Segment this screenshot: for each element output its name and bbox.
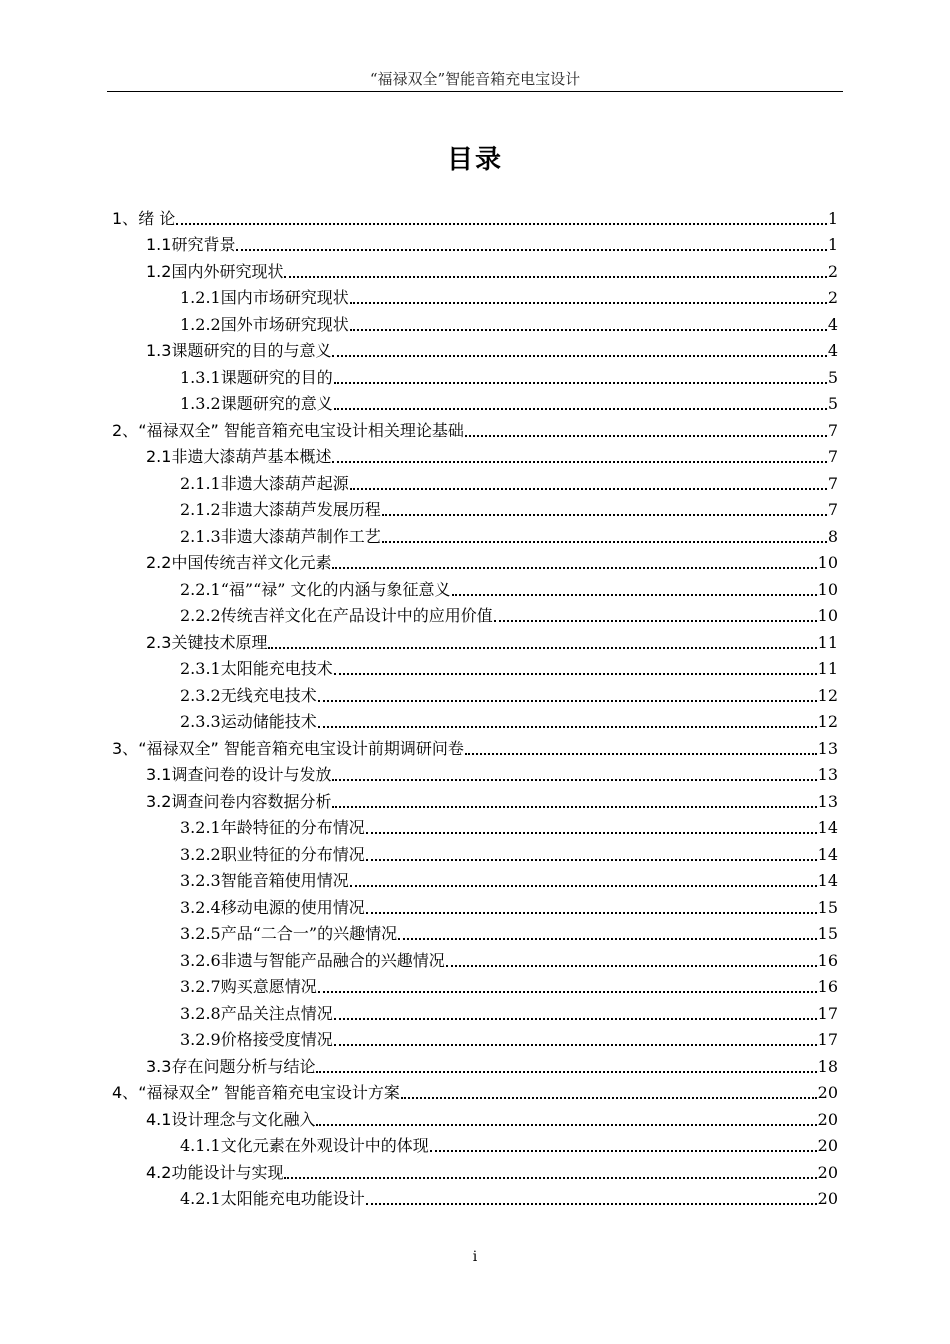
toc-entry-page: 14 <box>817 818 838 837</box>
toc-entry-page: 14 <box>817 844 838 864</box>
toc-entry[interactable] <box>112 415 838 442</box>
toc-dot-leader <box>334 673 817 675</box>
running-header: “福禄双全”智能音箱充电宝设计 <box>369 70 581 88</box>
toc-entry[interactable] <box>112 733 838 760</box>
toc-entry[interactable] <box>112 283 838 310</box>
toc-entry[interactable] <box>112 707 838 734</box>
toc-entry[interactable] <box>112 309 838 336</box>
toc-entry-number: 2.1.1 <box>180 473 221 493</box>
toc-entry-page: 4 <box>827 314 838 334</box>
toc-dot-leader <box>382 541 827 543</box>
toc-entry-label: 年龄特征的分布情况 <box>220 818 365 837</box>
toc-entry-number: 2.2 <box>146 553 172 572</box>
toc-entry-page: 16 <box>817 950 838 970</box>
toc-entry-label: 文化元素在外观设计中的体现 <box>220 1136 429 1155</box>
toc-dot-leader <box>176 223 827 225</box>
toc-entry-page: 1 <box>827 235 838 254</box>
toc-dot-leader <box>430 1150 817 1152</box>
toc-entry-label: 购买意愿情况 <box>220 977 317 996</box>
toc-entry-page: 10 <box>817 606 838 625</box>
toc-entry-number: 4.1.1 <box>180 1136 221 1155</box>
toc-entry-page: 15 <box>817 897 838 917</box>
toc-entry[interactable] <box>112 1104 838 1131</box>
toc-entry[interactable] <box>112 548 838 575</box>
toc-title: 目录 <box>446 145 503 175</box>
toc-entry[interactable] <box>112 495 838 522</box>
toc-entry[interactable] <box>112 1025 838 1052</box>
toc-dot-leader <box>350 488 827 490</box>
toc-dot-leader <box>350 329 827 331</box>
toc-entry-page: 5 <box>827 394 838 413</box>
toc-entry[interactable] <box>112 998 838 1025</box>
toc-entry-number: 4.2 <box>146 1162 172 1182</box>
toc-entry-number: 1.2.1 <box>180 288 221 307</box>
toc-entry-page: 20 <box>817 1083 838 1102</box>
toc-entry-label: 课题研究的目的 <box>220 367 333 387</box>
toc-entry-label: “福禄双全” 智能音箱充电宝设计前期调研问卷 <box>138 738 464 758</box>
toc-entry-page: 15 <box>817 924 838 943</box>
toc-entry-page: 12 <box>817 685 838 705</box>
toc-entry-label: 无线充电技术 <box>220 685 317 705</box>
toc-dot-leader <box>350 885 817 887</box>
toc-entry-page: 20 <box>817 1189 838 1208</box>
toc-entry-number: 2.3.2 <box>180 685 221 705</box>
toc-dot-leader <box>334 1044 817 1046</box>
toc-entry-number: 3.1 <box>146 765 172 784</box>
toc-entry-label: 移动电源的使用情况 <box>220 897 365 917</box>
toc-entry-number: 3.3 <box>146 1056 172 1076</box>
toc-entry-number: 2.2.2 <box>180 606 221 625</box>
toc-entry-number: 4、 <box>112 1083 139 1102</box>
toc-entry[interactable] <box>112 919 838 946</box>
toc-entry[interactable] <box>112 230 838 257</box>
toc-entry-label: 调查问卷的设计与发放 <box>171 765 332 784</box>
toc-entry-number: 1.2 <box>146 261 172 281</box>
toc-entry-label: 功能设计与实现 <box>171 1162 284 1182</box>
toc-entry-number: 1.2.2 <box>180 314 221 334</box>
toc-dot-leader <box>332 806 816 808</box>
toc-entry-page: 16 <box>817 977 838 996</box>
toc-entry-label: 职业特征的分布情况 <box>220 844 365 864</box>
toc-entry[interactable] <box>112 760 838 787</box>
toc-dot-leader <box>268 647 816 649</box>
toc-entry-page: 20 <box>817 1136 838 1155</box>
toc-entry-number: 3、 <box>112 738 139 758</box>
toc-entry[interactable] <box>112 866 838 893</box>
toc-entry-page: 20 <box>817 1162 838 1182</box>
toc-entry-number: 3.2.5 <box>180 924 221 943</box>
toc-entry-page: 7 <box>827 420 838 440</box>
toc-entry-label: 太阳能充电技术 <box>220 659 333 678</box>
toc-entry-label: 关键技术原理 <box>171 632 268 652</box>
toc-entry-label: 产品关注点情况 <box>220 1003 333 1023</box>
toc-entry-label: 价格接受度情况 <box>220 1030 333 1049</box>
toc-entry-label: 运动储能技术 <box>220 712 317 731</box>
toc-dot-leader <box>398 938 817 940</box>
toc-entry-page: 7 <box>827 447 838 466</box>
toc-entry-label: 非遗大漆葫芦基本概述 <box>171 447 332 466</box>
toc-entry-page: 11 <box>817 659 838 678</box>
page-number: i <box>472 1249 478 1265</box>
toc-entry-label: 课题研究的目的与意义 <box>171 341 332 360</box>
toc-dot-leader <box>334 382 827 384</box>
toc-entry-page: 11 <box>817 632 838 652</box>
toc-entry-label: 中国传统吉祥文化元素 <box>171 553 332 572</box>
toc-dot-leader <box>332 355 826 357</box>
toc-entry-number: 3.2.7 <box>180 977 221 996</box>
toc-entry[interactable] <box>112 654 838 681</box>
toc-entry[interactable] <box>112 892 838 919</box>
toc-entry-page: 2 <box>827 261 838 281</box>
toc-entry-page: 4 <box>827 341 838 360</box>
toc-entry-label: 存在问题分析与结论 <box>171 1056 316 1076</box>
toc-entry-number: 3.2.6 <box>180 950 221 970</box>
toc-entry-number: 3.2.8 <box>180 1003 221 1023</box>
toc-dot-leader <box>334 1018 817 1020</box>
toc-dot-leader <box>401 1097 817 1099</box>
toc-entry[interactable] <box>112 574 838 601</box>
toc-dot-leader <box>494 620 817 622</box>
toc-entry-page: 18 <box>817 1056 838 1076</box>
toc-entry[interactable] <box>112 468 838 495</box>
toc-entry[interactable] <box>112 1131 838 1158</box>
toc-entry[interactable] <box>112 839 838 866</box>
toc-dot-leader <box>334 408 827 410</box>
toc-entry-number: 2.2.1 <box>180 579 221 599</box>
toc-dot-leader <box>316 1124 816 1126</box>
toc-dot-leader <box>332 779 816 781</box>
toc-entry-number: 3.2.1 <box>180 818 221 837</box>
toc-entry-label: 太阳能充电功能设计 <box>220 1189 365 1208</box>
header-rule <box>107 91 843 92</box>
toc-dot-leader <box>284 276 826 278</box>
toc-entry-number: 3.2.3 <box>180 871 221 890</box>
toc-entry-page: 12 <box>817 712 838 731</box>
toc-entry-page: 8 <box>827 526 838 546</box>
toc-entry-page: 10 <box>817 579 838 599</box>
toc-entry-page: 7 <box>827 500 838 519</box>
toc-entry-label: 非遗与智能产品融合的兴趣情况 <box>220 950 445 970</box>
toc-dot-leader <box>350 302 827 304</box>
toc-entry[interactable] <box>112 1157 838 1184</box>
toc-entry-page: 13 <box>817 765 838 784</box>
toc-entry-number: 3.2.4 <box>180 897 221 917</box>
toc-entry-label: 非遗大漆葫芦发展历程 <box>220 500 381 519</box>
toc-entry[interactable] <box>112 203 838 230</box>
toc-dot-leader <box>465 753 817 755</box>
toc-dot-leader <box>318 700 817 702</box>
toc-entry-page: 1 <box>827 208 838 228</box>
toc-dot-leader <box>452 594 817 596</box>
toc-entry-page: 5 <box>827 367 838 387</box>
toc-entry-label: 智能音箱使用情况 <box>220 871 349 890</box>
toc-dot-leader <box>366 859 817 861</box>
toc-entry[interactable] <box>112 336 838 363</box>
toc-entry-label: 调查问卷内容数据分析 <box>171 791 332 811</box>
toc-entry-label: “福禄双全” 智能音箱充电宝设计相关理论基础 <box>138 420 464 440</box>
toc-dot-leader <box>446 965 817 967</box>
toc-entry-page: 7 <box>827 473 838 493</box>
toc-entry-label: 产品“二合一”的兴趣情况 <box>220 924 398 943</box>
toc-entry-number: 1.3.1 <box>180 367 221 387</box>
toc-entry[interactable] <box>112 813 838 840</box>
toc-entry-number: 2.1 <box>146 447 172 466</box>
toc-dot-leader <box>318 726 817 728</box>
toc-dot-leader <box>318 991 817 993</box>
toc-dot-leader <box>284 1177 816 1179</box>
toc-entry[interactable] <box>112 1051 838 1078</box>
toc-entry-number: 4.2.1 <box>180 1189 221 1208</box>
toc-entry-label: 国内市场研究现状 <box>220 288 349 307</box>
toc-dot-leader <box>366 912 817 914</box>
toc-entry-number: 2.3.1 <box>180 659 221 678</box>
toc-dot-leader <box>366 1203 817 1205</box>
toc-entry-label: 设计理念与文化融入 <box>171 1109 316 1129</box>
toc-entry[interactable] <box>112 786 838 813</box>
toc-entry-number: 1.1 <box>146 235 172 254</box>
toc-entry-page: 17 <box>817 1030 838 1049</box>
toc-entry[interactable] <box>112 680 838 707</box>
toc-entry-number: 2.3 <box>146 632 172 652</box>
toc-entry[interactable] <box>112 442 838 469</box>
toc-entry[interactable] <box>112 627 838 654</box>
toc-entry-label: “福”“禄” 文化的内涵与象征意义 <box>220 579 451 599</box>
toc-entry-number: 1、 <box>112 208 139 228</box>
toc-entry-label: 非遗大漆葫芦制作工艺 <box>220 526 381 546</box>
toc-dot-leader <box>465 435 827 437</box>
toc-entry-number: 2.1.3 <box>180 526 221 546</box>
table-of-contents <box>112 203 838 1210</box>
toc-dot-leader <box>316 1071 816 1073</box>
toc-dot-leader <box>366 832 817 834</box>
toc-entry-page: 20 <box>817 1109 838 1129</box>
toc-entry-number: 3.2 <box>146 791 172 811</box>
toc-entry[interactable] <box>112 945 838 972</box>
toc-entry[interactable] <box>112 521 838 548</box>
toc-entry-label: 非遗大漆葫芦起源 <box>220 473 349 493</box>
toc-entry[interactable] <box>112 972 838 999</box>
toc-entry-number: 3.2.2 <box>180 844 221 864</box>
toc-entry[interactable] <box>112 601 838 628</box>
toc-dot-leader <box>236 249 826 251</box>
toc-entry-number: 4.1 <box>146 1109 172 1129</box>
toc-entry-label: “福禄双全” 智能音箱充电宝设计方案 <box>138 1083 400 1102</box>
toc-entry[interactable] <box>112 256 838 283</box>
toc-entry-number: 3.2.9 <box>180 1030 221 1049</box>
toc-entry-page: 17 <box>817 1003 838 1023</box>
toc-entry-number: 2、 <box>112 420 139 440</box>
toc-entry-page: 13 <box>817 791 838 811</box>
toc-entry-number: 1.3 <box>146 341 172 360</box>
toc-entry[interactable] <box>112 1078 838 1105</box>
toc-entry[interactable] <box>112 362 838 389</box>
toc-entry-number: 2.1.2 <box>180 500 221 519</box>
toc-dot-leader <box>332 461 826 463</box>
toc-entry-label: 绪 论 <box>138 208 176 228</box>
toc-entry-page: 14 <box>817 871 838 890</box>
toc-entry-label: 国外市场研究现状 <box>220 314 349 334</box>
toc-entry[interactable] <box>112 1184 838 1211</box>
toc-entry-page: 10 <box>817 553 838 572</box>
toc-entry-page: 2 <box>827 288 838 307</box>
toc-entry-number: 2.3.3 <box>180 712 221 731</box>
toc-entry-label: 课题研究的意义 <box>220 394 333 413</box>
toc-dot-leader <box>332 567 816 569</box>
toc-entry-number: 1.3.2 <box>180 394 221 413</box>
toc-entry-label: 国内外研究现状 <box>171 261 284 281</box>
toc-entry-page: 13 <box>817 738 838 758</box>
toc-entry-label: 传统吉祥文化在产品设计中的应用价值 <box>220 606 493 625</box>
toc-entry-label: 研究背景 <box>171 235 236 254</box>
toc-dot-leader <box>382 514 827 516</box>
toc-entry[interactable] <box>112 389 838 416</box>
